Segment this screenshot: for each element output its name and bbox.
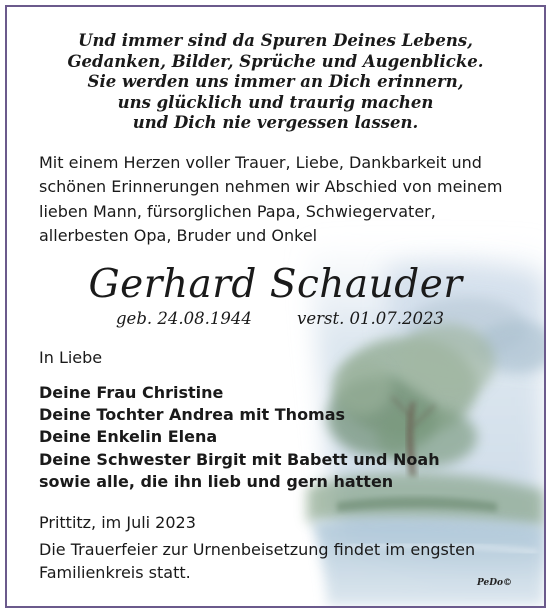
intro-line: Mit einem Herzen voller Trauer, Liebe, Dankbarkeit und bbox=[39, 153, 482, 172]
deceased-name: Gerhard Schauder bbox=[88, 262, 463, 307]
mourner-line: Deine Frau Christine bbox=[39, 383, 224, 402]
poem-line: Sie werden uns immer an Dich erinnern, bbox=[87, 72, 464, 92]
poem-line: Und immer sind da Spuren Deines Lebens, bbox=[78, 31, 473, 50]
mourner-line: Deine Tochter Andrea mit Thomas bbox=[39, 405, 346, 425]
funeral-notice bbox=[39, 539, 475, 584]
notice-line: Die Trauerfeier zur Urnenbeisetzung findet im engsten bbox=[39, 540, 476, 559]
artist-signature: PeDo© bbox=[477, 578, 513, 588]
poem-line: und Dich nie vergessen lassen. bbox=[132, 113, 419, 133]
mourner-line: Deine Enkelin Elena bbox=[39, 427, 218, 447]
intro-line: schönen Erinnerungen nehmen wir Abschied von meinem bbox=[39, 177, 503, 197]
death-date: verst. 01.07.2023 bbox=[297, 309, 445, 328]
intro-line: allerbesten Opa, Bruder und Onkel bbox=[39, 225, 318, 245]
intro-paragraph bbox=[39, 151, 509, 248]
place-and-date: Prittitz, im Juli 2023 bbox=[39, 513, 196, 532]
intro-line: lieben Mann, fürsorglichen Papa, Schwiegervater, bbox=[39, 201, 436, 221]
notice-line: Familienkreis statt. bbox=[39, 562, 191, 582]
mourners-heading: In Liebe bbox=[39, 348, 103, 367]
obituary-card bbox=[5, 5, 546, 608]
mourner-line: sowie alle, die ihn lieb und gern hatten bbox=[39, 471, 394, 491]
birth-date: geb. 24.08.1944 bbox=[116, 309, 252, 328]
poem-line: uns glücklich und traurig machen bbox=[117, 92, 434, 112]
mourner-line: Deine Schwester Birgit mit Babett und Noah bbox=[39, 449, 440, 469]
mourners-list bbox=[39, 382, 440, 493]
memorial-poem bbox=[7, 31, 544, 134]
poem-line: Gedanken, Bilder, Sprüche und Augenblicke. bbox=[67, 51, 484, 71]
